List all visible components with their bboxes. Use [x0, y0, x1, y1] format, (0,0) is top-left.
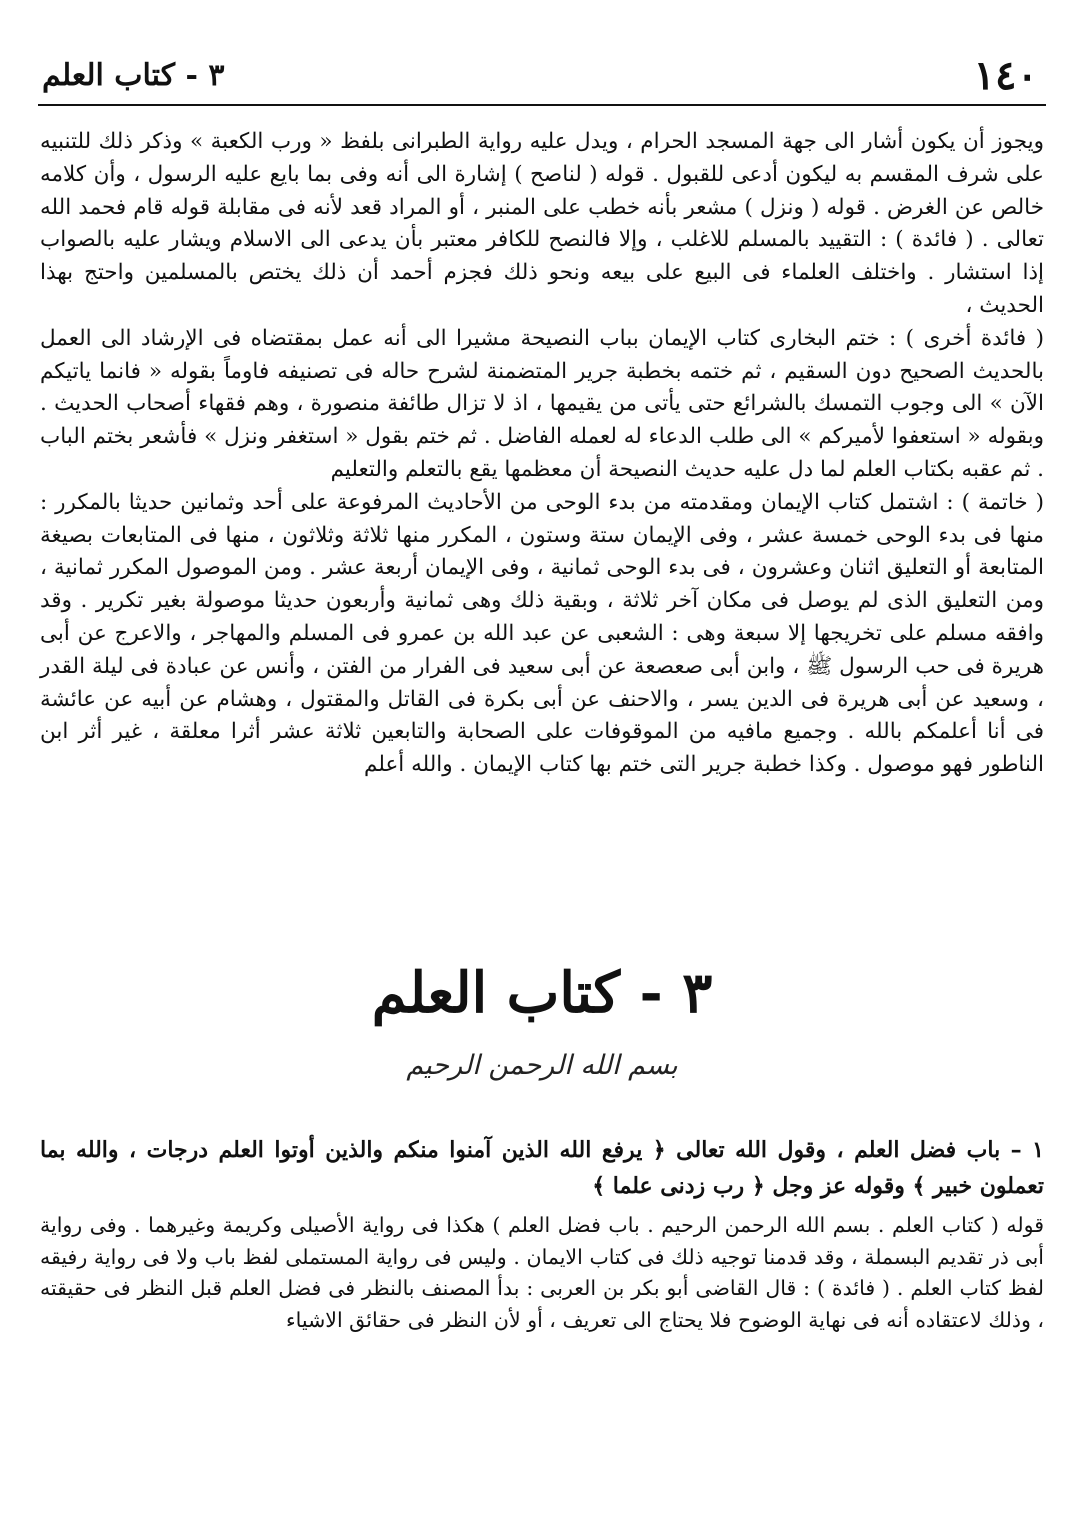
basmala: بسم الله الرحمن الرحيم — [406, 1050, 678, 1081]
chapter-body — [40, 1132, 1044, 1336]
paragraph: ويجوز أن يكون أشار الى جهة المسجد الحرام ، ويدل عليه رواية الطبرانى بلفظ « ورب الكعبة » وذكر ذلك للتنبيه على شرف المقسم به ليكون أدعى للقبول . قوله ( لناصح ) إشارة الى أنه وفى بما بايع عليه الرسول ، وأن كلامه خالص عن الغرض . قوله ( ونزل ) مشعر بأنه خطب على المنبر ، أو المراد قعد لأنه فى مقابلة قوله قام فحمد الله تعالى . ( فائدة ) : التقييد بالمسلم للاغلب ، وإلا فالنصح للكافر معتبر بأن يدعى الى الاسلام ويشار عليه بالصواب إذا استشار . واختلف العلماء فى البيع على بيعه ونحو ذلك فجزم أحمد أن ذلك يختص بالمسلمين واحتج بهذا الحديث ، — [40, 129, 1044, 318]
chapter-title: ٣ - كتاب العلم — [371, 960, 713, 1026]
paragraph: ( فائدة أخرى ) : ختم البخارى كتاب الإيمان بباب النصيحة مشيرا الى أنه عمل بمقتضاه فى الإرشاد الى العمل بالحديث الصحيح دون السقيم ، ثم ختمه بخطبة جرير المتضمنة لشرح حاله فى تصنيفه فاوماً بقوله « فانما ياتيكم الآن » الى وجوب التمسك بالشرائع حتى يأتى من يقيمها ، اذ لا تزال طائفة منصورة ، وهم فقهاء أصحاب الحديث . وبقوله « استعفوا لأميركم » الى طلب الدعاء له لعمله الفاضل . ثم ختم بقول « استغفر ونزل » فأشعر بختم الباب . ثم عقبه بكتاب العلم لما دل عليه حديث النصيحة أن معظمها يقع بالتعلم والتعليم — [40, 325, 1044, 482]
commentary-text — [40, 126, 1044, 782]
page-number: ١٤٠ — [973, 52, 1038, 99]
paragraph: ( خاتمة ) : اشتمل كتاب الإيمان ومقدمته من بدء الوحى من الأحاديث المرفوعة على أحد وثمانين حديثا بالمكرر : منها فى بدء الوحى خمسة عشر ، وفى الإيمان ستة وستون ، المكرر منها ثلاثة وثلاثون ، منها فى المتابعات بصيغة المتابعة أو التعليق اثنان وعشرون ، فى بدء الوحى ثمانية ، وفى الإيمان أربعة عشر . ومن الموصول المكرر ثمانية ، ومن التعليق الذى لم يوصل فى مكان آخر ثلاثة ، وبقية ذلك وهى ثمانية وأربعون حديثا موصولة بغير تكرير . وقد وافقه مسلم على تخريجها إلا سبعة وهى : الشعبى عن عبد الله بن عمرو فى المسلم والمهاجر ، والاعرج عن أبى هريرة فى حب الرسول ﷺ ، وابن أبى صعصعة عن أبى سعيد فى الفرار من الفتن ، وأنس عن عبادة فى ليلة القدر ، وسعيد عن أبى هريرة فى الدين يسر ، والاحنف عن أبى بكرة فى القاتل والمقتول ، وهشام عن أبيه عن عائشة فى أنا أعلمكم بالله . وجميع مافيه من الموقوفات على الصحابة والتابعين ثلاثة عشر أثرا معلقة ، غير أثر ابن الناطور فهو موصول . وكذا خطبة جرير التى ختم بها كتاب الإيمان . والله أعلم — [40, 489, 1044, 778]
running-title: ٣ - كتاب العلم — [42, 58, 225, 93]
bab-heading: ١ – باب فضل العلم ، وقول الله تعالى ﴿ يرفع الله الذين آمنوا منكم والذين أوتوا العلم درجات ، والله بما تعملون خبير ﴾ وقوله عز وجل ﴿ رب زدنى علما ﴾ — [40, 1137, 1044, 1199]
sharh-paragraph: قوله ( كتاب العلم . بسم الله الرحمن الرحيم . باب فضل العلم ) هكذا فى رواية الأصيلى وكريمة وغيرهما . وفى رواية أبى ذر تقديم البسملة ، وقد قدمنا توجيه ذلك فى كتاب الايمان . وليس فى رواية المستملى لفظ باب ولا فى رواية رفيقه لفظ كتاب العلم . ( فائدة ) : قال القاضى أبو بكر بن العربى : بدأ المصنف بالنظر فى فضل العلم قبل النظر فى حقيقته ، وذلك لاعتقاده أنه فى نهاية الوضوح فلا يحتاج الى تعريف ، أو لأن النظر فى حقائق الاشياء — [40, 1213, 1044, 1332]
page-header — [38, 44, 1046, 106]
